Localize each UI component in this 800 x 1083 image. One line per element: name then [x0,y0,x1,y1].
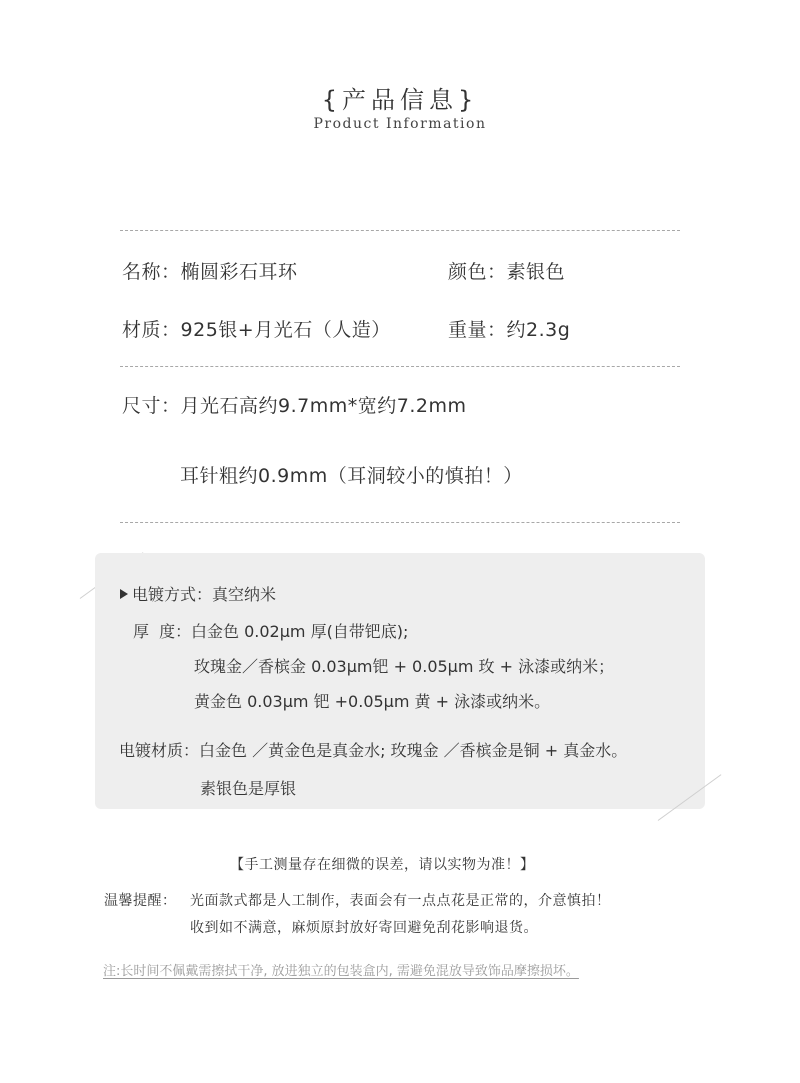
triangle-bullet-icon [120,589,128,599]
tip-line-2: 收到如不满意，麻烦原封放好寄回避免刮花影响退货。 [190,920,538,936]
page-title: {产品信息} [321,86,479,114]
thickness-line-2: 玫瑰金／香槟金 0.03μm钯 + 0.05μm 玫 + 泳漆或纳米； [194,657,615,676]
spec-material [122,315,391,342]
spec-size-value: 月光石高约9.7mm*宽约7.2mm [180,395,467,417]
plating-material-label: 电镀材质： [119,741,200,760]
spec-material-label: 材质： [122,319,181,341]
plating-method [120,582,276,605]
spec-weight-value: 约2.3g [506,319,571,341]
care-note: 注:长时间不佩戴需擦拭干净, 放进独立的包装盒内, 需避免混放导致饰品摩擦损坏。 [103,964,579,979]
plating-material-line-1: 白金色 ／黄金色是真金水; 玫瑰金 ／香槟金是铜 + 真金水。 [199,741,628,760]
plating-material [119,738,627,761]
thickness-line-3: 黄金色 0.03μm 钯 +0.05μm 黄 + 泳漆或纳米。 [194,692,551,711]
divider-bottom [120,522,680,523]
spec-material-value: 925银+月光石（人造） [180,319,391,341]
spec-size-label: 尺寸： [122,395,181,417]
spec-color [448,257,565,284]
spec-color-label: 颜色： [448,261,507,283]
tip-line-1: 光面款式都是人工制作，表面会有一点点花是正常的，介意慎拍！ [190,893,611,909]
spec-name-value: 椭圆彩石耳环 [180,261,298,283]
plating-material-line-2: 素银色是厚银 [200,779,297,798]
divider-middle [120,366,680,367]
plating-method-value: 真空纳米 [212,585,277,604]
spec-color-value: 素银色 [506,261,566,283]
divider-top [120,230,680,231]
measure-note: 【手工测量存在细微的误差，请以实物为准！】 [230,857,535,873]
plating-method-label: 电镀方式： [132,585,213,604]
page-subtitle: Product Information [313,116,487,132]
tip-label: 温馨提醒： [104,893,177,909]
thickness-line-1: 白金色 0.02μm 厚(自带钯底); [191,622,409,641]
spec-size-line2: 耳针粗约0.9mm（耳洞较小的慎拍！） [180,465,523,487]
spec-weight [448,315,570,342]
spec-weight-label: 重量： [448,319,507,341]
spec-name-label: 名称： [122,261,181,283]
spec-size [122,391,466,418]
spec-name [122,257,298,284]
thickness-label: 厚 度： [133,622,192,641]
